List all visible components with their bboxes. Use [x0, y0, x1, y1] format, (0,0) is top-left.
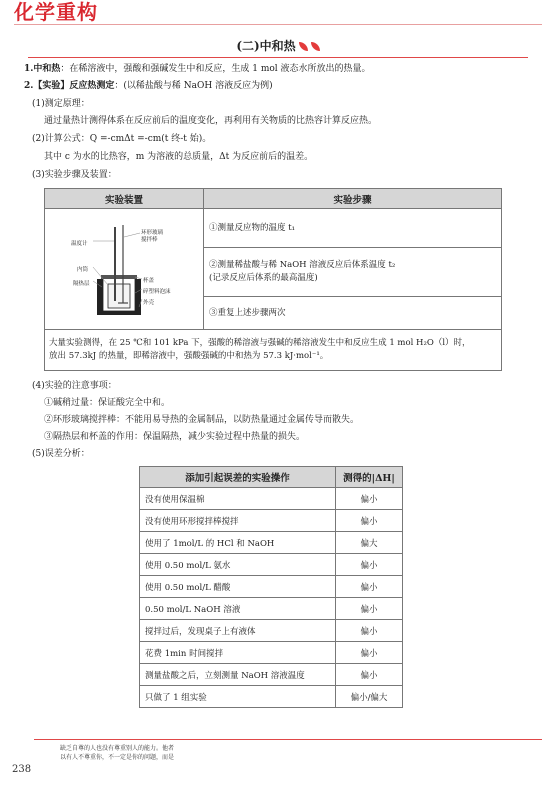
error-operation: 使用 0.50 mol/L 醋酸: [140, 576, 336, 598]
table-row: [140, 620, 403, 642]
error-head-res: 测得的|ΔH|: [336, 467, 403, 488]
error-operation: 使用了 1mol/L 的 HCl 和 NaOH: [140, 532, 336, 554]
label-foam: 碎塑料泡沫: [143, 289, 171, 295]
error-result: 偏小: [336, 642, 403, 664]
error-head-op: 添加引起误差的实验操作: [140, 467, 336, 488]
table-row: [140, 488, 403, 510]
error-table-body: [140, 488, 403, 708]
error-operation: 测量盐酸之后，立刻测量 NaOH 溶液温度: [140, 664, 336, 686]
table-row: [140, 554, 403, 576]
note-3: ③隔热层和杯盖的作用：保温隔热，减少实验过程中热量的损失。: [44, 432, 306, 442]
note-2: ②环形玻璃搅拌棒：不能用易导热的金属制品，以防热量通过金属传导而散失。: [44, 415, 360, 425]
footer-divider: [34, 739, 542, 740]
label-lid: 杯盖: [143, 278, 155, 284]
apparatus-cell: [45, 209, 204, 330]
summary-line-1: 大量实验测得，在 25 ℃和 101 kPa 下，强酸的稀溶液与强碱的稀溶液发生中和反应生成 1 mol H₂O（l）时，: [49, 338, 471, 348]
error-operation: 没有使用环形搅拌棒搅拌: [140, 510, 336, 532]
calorimeter-drawing: [45, 219, 203, 319]
section-divider: [28, 57, 528, 58]
leaf-icon: [299, 42, 308, 51]
error-result: 偏小: [336, 664, 403, 686]
table-row: [140, 642, 403, 664]
error-result: 偏小: [336, 554, 403, 576]
table-head-device: 实验装置: [45, 189, 204, 209]
error-heading: (5)误差分析：: [32, 449, 90, 459]
steps-heading: (3)实验步骤及装置：: [32, 170, 117, 180]
label-stirrer-1: 环形玻璃: [141, 230, 164, 236]
section-title: [0, 37, 556, 54]
error-result: 偏小: [336, 510, 403, 532]
experiment-label: 2.【实验】反应热测定: [24, 81, 115, 91]
label-stirrer-2: 搅拌棒: [141, 237, 158, 243]
calorimeter-diagram: [45, 219, 203, 319]
label-insulation: 隔热层: [73, 281, 90, 287]
error-result: 偏小/偏大: [336, 686, 403, 708]
footer-line-1: 缺乏自尊的人也没有尊重别人的能力。他者: [60, 745, 175, 752]
formula-heading: (2)计算公式：Q =-cmΔt =-cm(t 终-t 始)。: [32, 134, 212, 144]
summary-cell: [45, 330, 502, 371]
header-divider: [14, 24, 542, 25]
step-1: ①测量反应物的温度 t₁: [204, 209, 502, 248]
definition-paragraph: [24, 63, 371, 75]
table-row: [140, 576, 403, 598]
table-row: [140, 664, 403, 686]
error-table: [139, 466, 403, 708]
table-row: [140, 598, 403, 620]
formula-explain: 其中 c 为水的比热容，m 为溶液的总质量，Δt 为反应前后的温差。: [44, 152, 314, 162]
page-number: 238: [12, 764, 32, 775]
experiment-table: [44, 188, 502, 371]
section-title-text: (二)中和热: [236, 39, 296, 53]
error-operation: 只做了 1 组实验: [140, 686, 336, 708]
error-result: 偏小: [336, 620, 403, 642]
principle-text: 通过量热计测得体系在反应前后的温度变化，再利用有关物质的比热容计算反应热。: [44, 116, 378, 126]
error-result: 偏小: [336, 488, 403, 510]
note-1: ①碱稍过量：保证酸完全中和。: [44, 398, 171, 408]
definition-text: ：在稀溶液中，强酸和强碱发生中和反应，生成 1 mol 液态水所放出的热量。: [60, 64, 371, 74]
step-3: ③重复上述步骤两次: [204, 297, 502, 330]
table-row: [140, 510, 403, 532]
error-result: 偏小: [336, 598, 403, 620]
experiment-text: ：(以稀盐酸与稀 NaOH 溶液反应为例): [114, 81, 273, 91]
table-row: [140, 532, 403, 554]
error-operation: 没有使用保温棉: [140, 488, 336, 510]
label-outer: 外壳: [143, 300, 155, 306]
notes-heading: (4)实验的注意事项：: [32, 381, 117, 391]
principle-heading: (1)测定原理：: [32, 99, 90, 109]
label-inner: 内筒: [77, 267, 89, 273]
summary-line-2: 放出 57.3kJ 的热量，即稀溶液中，强酸强碱的中和热为 57.3 kJ·mol⁻¹。: [49, 351, 329, 361]
error-operation: 花费 1min 时间搅拌: [140, 642, 336, 664]
footer-line-2: 以有人不尊重你，不一定是你的问题，而是: [60, 754, 175, 761]
table-head-steps: 实验步骤: [204, 189, 502, 209]
error-operation: 使用 0.50 mol/L 氨水: [140, 554, 336, 576]
error-operation: 搅拌过后，发现桌子上有液体: [140, 620, 336, 642]
step-2-note: (记录反应后体系的最高温度): [209, 273, 318, 283]
label-thermometer: 温度计: [71, 241, 88, 247]
footer-quote: [60, 744, 174, 762]
book-title: 化学重构: [14, 0, 98, 24]
table-row: [140, 686, 403, 708]
error-result: 偏小: [336, 576, 403, 598]
error-operation: 0.50 mol/L NaOH 溶液: [140, 598, 336, 620]
leaf-icon: [311, 42, 320, 51]
definition-label: 1.中和热: [24, 64, 61, 74]
error-result: 偏大: [336, 532, 403, 554]
experiment-paragraph: [24, 80, 273, 92]
step-2: [204, 248, 502, 297]
step-2-main: ②测量稀盐酸与稀 NaOH 溶液反应后体系温度 t₂: [209, 260, 396, 270]
